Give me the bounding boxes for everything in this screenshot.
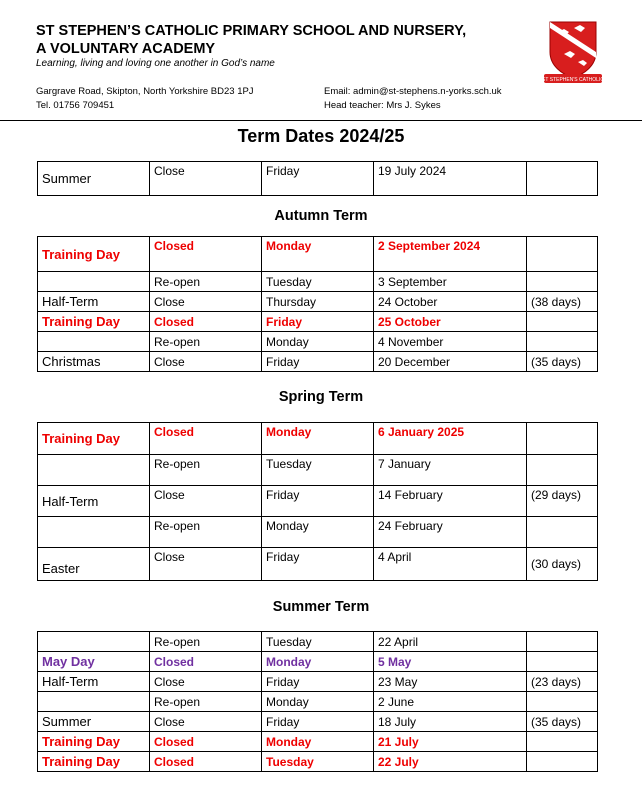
school-contact-block bbox=[324, 85, 502, 113]
table-row bbox=[38, 352, 598, 372]
crest-scroll-text: ST STEPHEN'S CATHOLIC bbox=[542, 77, 604, 83]
cell-date: 7 January bbox=[374, 455, 527, 486]
cell-event bbox=[38, 517, 150, 548]
cell-status: Re-open bbox=[150, 632, 262, 652]
cell-day: Monday bbox=[262, 517, 374, 548]
page-title: Term Dates 2024/25 bbox=[237, 126, 405, 146]
table-row bbox=[38, 517, 598, 548]
cell-day: Friday bbox=[262, 486, 374, 517]
school-motto: Learning, living and loving one another in God’s name bbox=[36, 58, 275, 69]
cell-days bbox=[527, 312, 598, 332]
cell-event: Christmas bbox=[38, 352, 150, 372]
cell-status: Re-open bbox=[150, 455, 262, 486]
table-row bbox=[38, 162, 598, 196]
cell-status: Close bbox=[150, 162, 262, 196]
cell-days bbox=[527, 162, 598, 196]
cell-days bbox=[527, 692, 598, 712]
cell-days bbox=[527, 272, 598, 292]
cell-date: 14 February bbox=[374, 486, 527, 517]
cell-days: (29 days) bbox=[527, 486, 598, 517]
cell-date: 4 November bbox=[374, 332, 527, 352]
cell-days bbox=[527, 237, 598, 272]
cell-days bbox=[527, 423, 598, 455]
cell-event: Summer bbox=[38, 712, 150, 732]
cell-date: 5 May bbox=[374, 652, 527, 672]
spring-term-heading: Spring Term bbox=[278, 389, 364, 405]
cell-day: Friday bbox=[262, 672, 374, 692]
cell-days: (35 days) bbox=[527, 712, 598, 732]
cell-days bbox=[527, 652, 598, 672]
head-teacher: Head teacher: Mrs J. Sykes bbox=[324, 100, 441, 111]
cell-day: Monday bbox=[262, 732, 374, 752]
table-row bbox=[38, 455, 598, 486]
cell-date: 23 May bbox=[374, 672, 527, 692]
header-divider bbox=[0, 120, 642, 121]
school-name bbox=[36, 22, 466, 58]
table-row bbox=[38, 672, 598, 692]
school-name-line1: ST STEPHEN’S CATHOLIC PRIMARY SCHOOL AND NURSERY, bbox=[36, 23, 467, 39]
cell-days: (35 days) bbox=[527, 352, 598, 372]
autumn-term-table bbox=[37, 236, 598, 372]
cell-date: 24 October bbox=[374, 292, 527, 312]
cell-status: Closed bbox=[150, 732, 262, 752]
cell-day: Friday bbox=[262, 548, 374, 581]
table-row bbox=[38, 652, 598, 672]
cell-status: Closed bbox=[150, 652, 262, 672]
table-row bbox=[38, 423, 598, 455]
summer-term-table bbox=[37, 631, 598, 772]
cell-date: 19 July 2024 bbox=[374, 162, 527, 196]
cell-day: Friday bbox=[262, 712, 374, 732]
cell-event bbox=[38, 272, 150, 292]
cell-event: Half-Term bbox=[38, 486, 150, 517]
cell-date: 4 April bbox=[374, 548, 527, 581]
cell-event: Training Day bbox=[38, 423, 150, 455]
table-row bbox=[38, 712, 598, 732]
cell-status: Close bbox=[150, 292, 262, 312]
cell-status: Close bbox=[150, 712, 262, 732]
cell-status: Re-open bbox=[150, 517, 262, 548]
cell-days: (38 days) bbox=[527, 292, 598, 312]
cell-days bbox=[527, 517, 598, 548]
school-email: Email: admin@st-stephens.n-yorks.sch.uk bbox=[324, 86, 502, 97]
cell-days bbox=[527, 332, 598, 352]
cell-day: Tuesday bbox=[262, 272, 374, 292]
cell-date: 24 February bbox=[374, 517, 527, 548]
cell-status: Close bbox=[150, 548, 262, 581]
cell-days bbox=[527, 455, 598, 486]
cell-event: May Day bbox=[38, 652, 150, 672]
summer-close-table bbox=[37, 161, 598, 196]
cell-event: Training Day bbox=[38, 732, 150, 752]
school-telephone: Tel. 01756 709451 bbox=[36, 100, 115, 111]
cell-day: Tuesday bbox=[262, 632, 374, 652]
table-row bbox=[38, 486, 598, 517]
cell-date: 22 April bbox=[374, 632, 527, 652]
table-row bbox=[38, 692, 598, 712]
cell-date: 18 July bbox=[374, 712, 527, 732]
table-row bbox=[38, 752, 598, 772]
table-row bbox=[38, 332, 598, 352]
cell-status: Re-open bbox=[150, 332, 262, 352]
cell-status: Close bbox=[150, 352, 262, 372]
cell-status: Closed bbox=[150, 752, 262, 772]
cell-day: Monday bbox=[262, 652, 374, 672]
school-address-block bbox=[36, 85, 254, 113]
spring-term-table bbox=[37, 422, 598, 581]
cell-day: Monday bbox=[262, 423, 374, 455]
table-row bbox=[38, 292, 598, 312]
table-row bbox=[38, 312, 598, 332]
cell-date: 22 July bbox=[374, 752, 527, 772]
cell-date: 2 June bbox=[374, 692, 527, 712]
school-name-line2: A VOLUNTARY ACADEMY bbox=[36, 41, 216, 57]
cell-date: 3 September bbox=[374, 272, 527, 292]
autumn-term-heading: Autumn Term bbox=[274, 208, 368, 224]
cell-event: Training Day bbox=[38, 237, 150, 272]
summer-term-heading: Summer Term bbox=[272, 599, 370, 615]
cell-day: Thursday bbox=[262, 292, 374, 312]
cell-day: Monday bbox=[262, 692, 374, 712]
cell-days: (23 days) bbox=[527, 672, 598, 692]
cell-event: Half-Term bbox=[38, 292, 150, 312]
cell-date: 6 January 2025 bbox=[374, 423, 527, 455]
cell-days: (30 days) bbox=[527, 548, 598, 581]
cell-days bbox=[527, 752, 598, 772]
cell-status: Re-open bbox=[150, 272, 262, 292]
cell-event bbox=[38, 632, 150, 652]
table-row bbox=[38, 732, 598, 752]
school-address: Gargrave Road, Skipton, North Yorkshire BD23 1PJ bbox=[36, 86, 254, 97]
cell-day: Friday bbox=[262, 162, 374, 196]
cell-status: Closed bbox=[150, 423, 262, 455]
table-row bbox=[38, 237, 598, 272]
school-crest-logo bbox=[542, 18, 604, 86]
cell-date: 2 September 2024 bbox=[374, 237, 527, 272]
cell-day: Monday bbox=[262, 332, 374, 352]
cell-status: Close bbox=[150, 486, 262, 517]
cell-status: Close bbox=[150, 672, 262, 692]
cell-event: Half-Term bbox=[38, 672, 150, 692]
cell-date: 25 October bbox=[374, 312, 527, 332]
cell-day: Friday bbox=[262, 352, 374, 372]
cell-event bbox=[38, 692, 150, 712]
cell-event bbox=[38, 455, 150, 486]
cell-day: Monday bbox=[262, 237, 374, 272]
cell-date: 21 July bbox=[374, 732, 527, 752]
table-row bbox=[38, 632, 598, 652]
cell-status: Closed bbox=[150, 237, 262, 272]
cell-event: Easter bbox=[38, 548, 150, 581]
cell-event: Training Day bbox=[38, 312, 150, 332]
cell-event: Training Day bbox=[38, 752, 150, 772]
cell-days bbox=[527, 732, 598, 752]
cell-day: Tuesday bbox=[262, 455, 374, 486]
cell-day: Tuesday bbox=[262, 752, 374, 772]
cell-event bbox=[38, 332, 150, 352]
cell-status: Re-open bbox=[150, 692, 262, 712]
table-row bbox=[38, 548, 598, 581]
cell-day: Friday bbox=[262, 312, 374, 332]
cell-status: Closed bbox=[150, 312, 262, 332]
cell-days bbox=[527, 632, 598, 652]
cell-event: Summer bbox=[38, 162, 150, 196]
table-row bbox=[38, 272, 598, 292]
cell-date: 20 December bbox=[374, 352, 527, 372]
